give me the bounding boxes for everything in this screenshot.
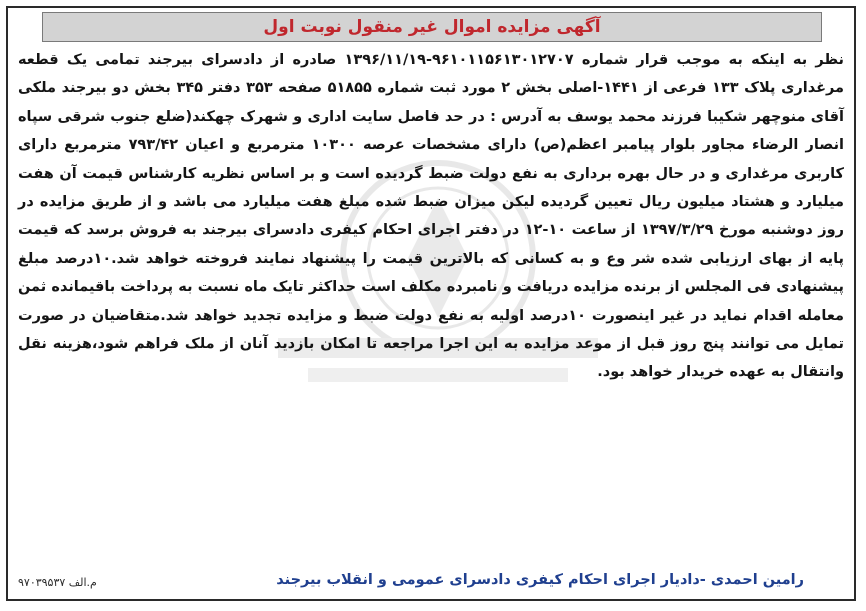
- notice-body: نظر به اینکه به موجب قرار شماره ۹۶۱۰۱۱۵۶۱۳۰۱۲۷۰۷-۱۳۹۶/۱۱/۱۹ صادره از دادسرای بیرجند تمامی یک قطعه مرغداری پلاک ۱۳۳ فرعی از ۱۴۴۱-اصلی بخش ۲ مورد ثبت شماره ۵۱۸۵۵ صفحه ۳۵۳ دفتر ۳۴۵ بخش دو بیرجند ملکی آقای منوچهر شکیبا فرزند محمد یوسف به آدرس : در حد فاصل سایت اداری و شهرک چهکند(ضلع جنوب شرقی سپاه انصار الرضاء مجاور بلوار پیامبر اعظم(ص) دارای مشخصات عرصه ۱۰۳۰۰ مترمربع و اعیان ۷۹۳/۴۲ مترمربع دارای کاربری مرغداری و در حال بهره برداری به نفع دولت ضبط گردیده است و بر اساس نظریه کارشناس قیمت آن هفت میلیارد و هشتاد میلیون ریال تعیین گردیده لیکن میزان ضبط شده مبلغ هفت میلیارد می باشد و از طریق مزایده در روز دوشنبه مورخ ۱۳۹۷/۳/۲۹ از ساعت ۱۰-۱۲ در دفتر اجرای احکام کیفری دادسرای بیرجند به فروش برسد که قیمت پایه از بهای ارزیابی شده شر وع و به کسانی که بالاترین قیمت را پیشنهاد نمایند فروخته خواهد شد.۱۰درصد مبلغ پیشنهادی فی المجلس از برنده مزایده دریافت و نامبرده مکلف است حداکثر تایک ماه نسبت به پرداخت باقیمانده ثمن معامله اقدام نماید در غیر اینصورت ۱۰درصد اولیه به نفع دولت ضبط و مزایده تجدید خواهد شد.متقاضیان در صورت تمایل می توانند پنج روز قبل از موعد مزایده به این اجرا مراجعه تا امکان بازدید آنان از ملک فراهم شود،هزینه نقل وانتقال به عهده خریدار خواهد بود.: [18, 52, 845, 381]
- notice-frame: [6, 6, 856, 601]
- notice-footer: [18, 572, 844, 596]
- notice-title: آگهی مزایده اموال غیر منقول نوبت اول: [263, 17, 601, 37]
- reference-code: م.الف ۹۷۰۳۹۵۳۷: [18, 576, 97, 589]
- signature-line: رامین احمدی -دادیار اجرای احکام کیفری دادسرای عمومی و انقلاب بیرجند: [276, 572, 804, 588]
- notice-title-bar: [42, 12, 822, 42]
